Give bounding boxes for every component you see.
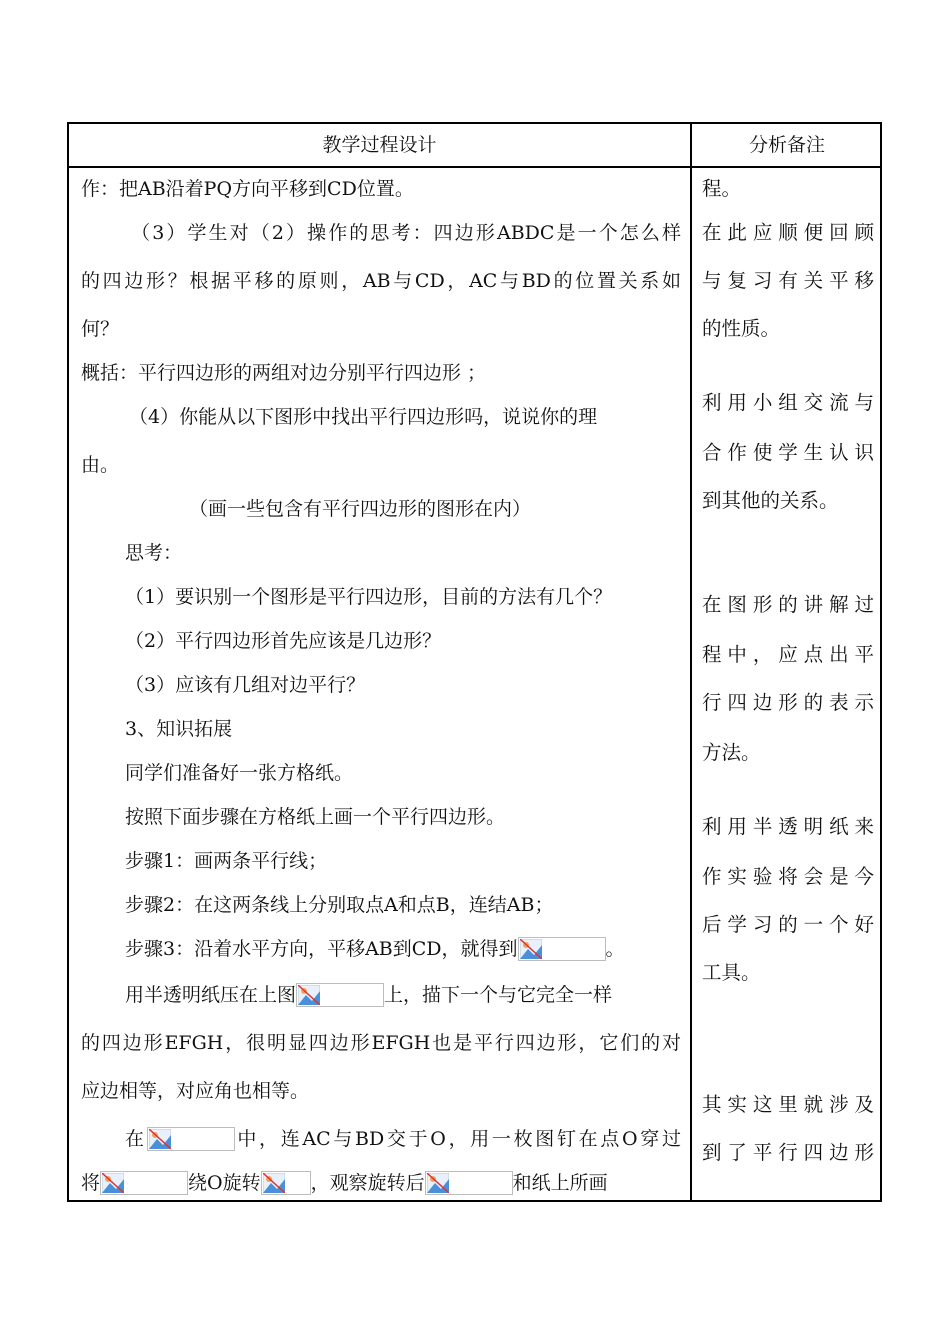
text-line: 步骤1：画两条平行线； (125, 850, 328, 872)
note-line: 后学习的一个好 (702, 913, 874, 936)
text-line: 同学们准备好一张方格纸。 (125, 762, 354, 784)
text-line (81, 1168, 681, 1198)
note-line: 在图形的讲解过 (702, 593, 874, 616)
text-line (125, 980, 690, 1010)
note-line: 程中，应点出平 (702, 643, 874, 666)
note-line: 利用半透明纸来 (702, 815, 874, 838)
broken-image-icon (425, 1171, 513, 1195)
text-line (125, 934, 690, 964)
note-line: 作实验将会是今 (702, 865, 874, 888)
text-line: 的四边形？根据平移的原则，AB与CD，AC与BD的位置关系如 (81, 270, 681, 292)
text-line: （3）学生对（2）操作的思考：四边形ABDC是一个怎么样 (129, 222, 681, 244)
text-span: 在 (125, 1128, 147, 1150)
text-line: 何？ (81, 318, 120, 340)
text-line: 3、知识拓展 (125, 718, 233, 740)
broken-image-icon (261, 1171, 311, 1195)
note-line: 利用小组交流与 (702, 391, 874, 414)
broken-image-icon (147, 1127, 235, 1151)
text-line: 应边相等，对应角也相等。 (81, 1080, 310, 1102)
text-line: 作：把AB沿着PQ方向平移到CD位置。 (81, 178, 414, 200)
note-line: 与复习有关平移 (702, 269, 874, 292)
text-line: （画一些包含有平行四边形的图形在内） (189, 498, 532, 520)
text-span: 步骤3：沿着水平方向，平移AB到CD，就得到 (125, 938, 518, 960)
header-analysis-notes: 分析备注 (748, 134, 825, 156)
text-span: 和纸上所画 (512, 1172, 608, 1194)
text-span: 将 (81, 1172, 101, 1194)
note-line: 其实这里就涉及 (702, 1093, 874, 1116)
note-line: 在此应顺便回顾 (702, 221, 874, 244)
header-teaching-process: 教学过程设计 (322, 134, 437, 156)
analysis-notes-column (692, 168, 882, 1198)
text-line: （4）你能从以下图形中找出平行四边形吗，说说你的理 (129, 406, 598, 428)
text-line: （1）要识别一个图形是平行四边形，目前的方法有几个？ (125, 586, 613, 608)
note-line: 的性质。 (702, 317, 781, 340)
text-span: 中，连AC与BD交于O，用一枚图钉在点O穿过 (234, 1128, 681, 1150)
text-span: ，观察旋转后 (310, 1172, 425, 1194)
text-line: 由。 (81, 454, 120, 476)
broken-image-icon (296, 983, 384, 1007)
note-line: 程。 (702, 177, 742, 200)
text-span: 用半透明纸压在上图 (125, 984, 297, 1006)
lesson-table (67, 122, 882, 1202)
text-line: 概括：平行四边形的两组对边分别平行四边形 ； (81, 362, 487, 384)
text-line: 思考： (125, 542, 183, 564)
text-line: （2）平行四边形首先应该是几边形？ (125, 630, 442, 652)
note-line: 行四边形的表示 (702, 691, 874, 714)
text-line: 的四边形EFGH，很明显四边形EFGH也是平行四边形，它们的对 (81, 1032, 681, 1054)
note-line: 方法。 (702, 741, 761, 764)
text-line: 按照下面步骤在方格纸上画一个平行四边形。 (125, 806, 506, 828)
teaching-process-column (69, 168, 690, 1198)
text-span: 。 (605, 938, 625, 960)
text-line: （3）应该有几组对边平行？ (125, 674, 366, 696)
broken-image-icon (100, 1171, 188, 1195)
note-line: 到了平行四边形 (702, 1141, 874, 1164)
broken-image-icon (518, 937, 606, 961)
text-span: 上，描下一个与它完全一样 (384, 984, 613, 1006)
text-line: 步骤2：在这两条线上分别取点A和点B，连结AB； (125, 894, 554, 916)
note-line: 到其他的关系。 (702, 489, 839, 512)
text-span: 绕O旋转 (188, 1172, 261, 1194)
note-line: 合作使学生认识 (702, 441, 874, 464)
note-line: 工具。 (702, 961, 761, 984)
text-line (125, 1124, 681, 1154)
